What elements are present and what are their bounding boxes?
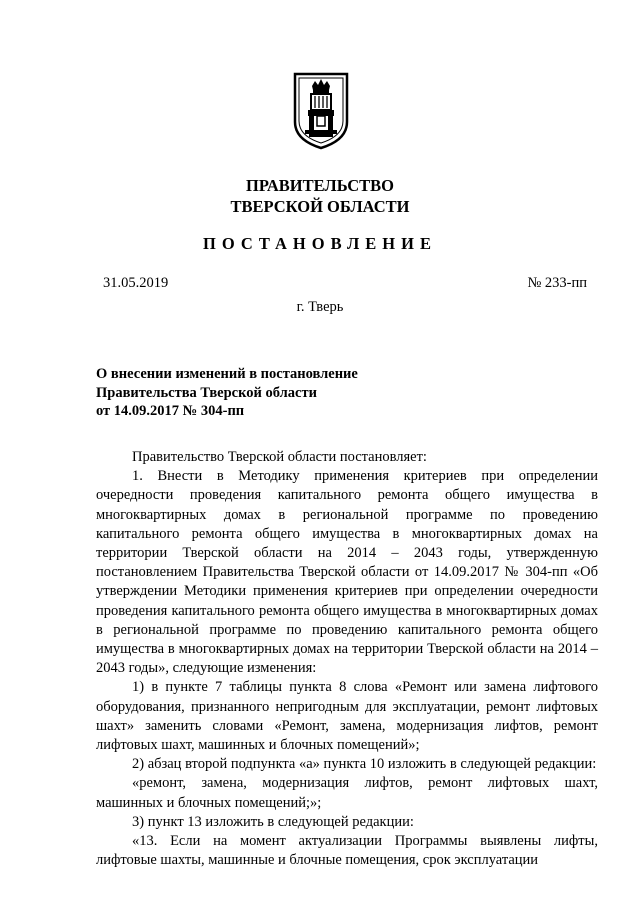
government-name-line2: ТВЕРСКОЙ ОБЛАСТИ (230, 197, 410, 216)
document-number: № 233-пп (527, 275, 587, 291)
subclause-1-paragraph: 1) в пункте 7 таблицы пункта 8 слова «Ремонт или замена лифтового оборудования, признанного непригодным для эксплуатации, ремонт лифтовых шахт» заменить словами «Ремонт, замена, модернизация лифтов, ремонт лифтовых шахт, машинных и блочных помещений»; (96, 679, 598, 754)
subclause-3-quote-paragraph: «13. Если на момент актуализации Программы выявлены лифты, лифтовые шахты, машинные и блочные помещения, срок эксплуатации (96, 833, 598, 869)
clause-1-paragraph: 1. Внести в Методику применения критериев при определении очередности проведения капитального ремонта общего имущества в многоквартирных домах в региональной программе по проведению капитального ремонта общего имущества в многоквартирных домах на территории Тверской области на 2014 – 2043 годы, утвержденную постановлением Правительства Тверской области от 14.09.2017 № 304-пп «Об утверждении Методики применения критериев при определении очередности проведения капитального ремонта общего имущества в многоквартирных домах в региональной программе по проведению капитального ремонта общего имущества в многоквартирных домах на территории Тверской области на 2014 – 2043 годы», следующие изменения: (96, 468, 598, 677)
document-type-title: ПОСТАНОВЛЕНИЕ (203, 234, 437, 253)
subclause-2-paragraph: 2) абзац второй подпункта «а» пункта 10 изложить в следующей редакции: (132, 756, 597, 773)
subclause-2-quote-paragraph: «ремонт, замена, модернизация лифтов, ремонт лифтовых шахт, машинных и блочных помещений;»; (96, 775, 598, 811)
preamble-paragraph: Правительство Тверской области постановляет: (132, 449, 427, 465)
document-city: г. Тверь (296, 299, 344, 315)
document-body (96, 448, 598, 870)
subject-line1: О внесении изменений в постановление (96, 366, 358, 382)
government-name-line1: ПРАВИТЕЛЬСТВО (246, 176, 394, 195)
document-subject (96, 365, 416, 421)
tver-region-coat-of-arms-icon (293, 72, 349, 150)
subject-line3: от 14.09.2017 № 304-пп (96, 403, 245, 419)
document-date: 31.05.2019 (103, 275, 169, 291)
subclause-3-paragraph: 3) пункт 13 изложить в следующей редакции: (132, 813, 414, 830)
subject-line2: Правительства Тверской области (96, 384, 317, 401)
